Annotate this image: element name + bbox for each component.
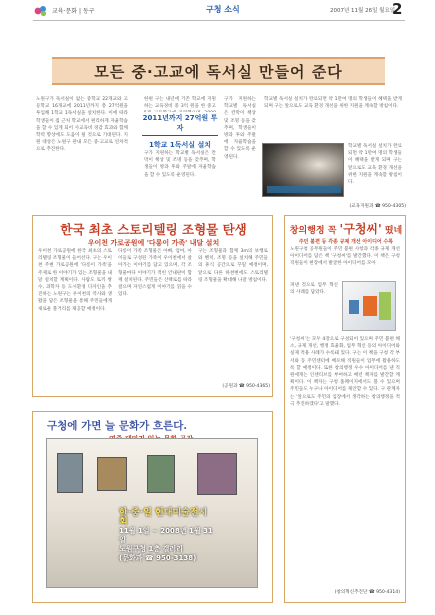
article1-col2: 한편 구는 내년에 기존 학교에 지원하는 교육경비 중 3억 원을 한 중고 <box>144 97 216 110</box>
painting-frame <box>147 455 175 493</box>
article3-title-suffix: 떴네 <box>384 226 403 236</box>
exhibit-title: 한·중·일 현대미술전시회 <box>119 508 208 527</box>
article2-contact: (공원과 ☎ 950-4365) <box>222 384 270 389</box>
article2-col1: 우이천 가로공원에 한국 최초의 스토리텔링 조형물이 들어선다. 구는 우이천 주변 가로공원에 '다롱이 가족'을 주제로 한 이야기가 있는 조형물을 내달 설치할 계획이다. 사람도 토끼 쌍수, 과학자 등 도시환경 디자인을 추진하는 노원구는 우이천의 역사와 생활을 담은 조형물을 통해 주민들에게 새로운 볼거리를 제공할 예정이다. <box>38 249 112 312</box>
article4-title: 구청에 가면 늘 문화가 흐른다. <box>47 420 187 432</box>
exhibit-date: 11월 1일 ~ 2008년 1월 31일 <box>119 527 213 544</box>
exhibit-contact: (문화과 ☎ 950-3138) <box>119 554 197 562</box>
section-label: 교육·문화 | 동구 <box>52 8 95 15</box>
article1-headline: 모든 중·고교에 독서실 만들어 준다 <box>94 62 343 81</box>
exhibit-label <box>119 509 215 569</box>
article3-col-side: 펴낸 것으로 업무 혁신의 사례를 담았다. <box>290 283 338 296</box>
page-header <box>0 0 435 22</box>
article3-title <box>285 220 407 237</box>
article1-photo <box>262 143 344 197</box>
article3-contact: (창의혁신추진단 ☎ 950-4314) <box>334 590 400 595</box>
article2-subtitle: 우이천 가로공원에 '다롱이 가족' 내달 설치 <box>87 239 220 247</box>
article1-col3: 구가 지원하는 학교별 독서실은 칸막이 책상 및 조명 등을 갖추며, 학생들이 방과 후와 주말에 자율학습을 할 수 있도록 운영된다. <box>144 151 216 178</box>
article2-col3: 구는 조형물과 함께 3m의 보행로와 벤치, 조명 등을 설치해 주민들의 휴식 공간으로 꾸밀 예정이며, 앞으로 다른 하천변에도 스토리텔링 조형물을 확대해 나갈 방침이다. <box>198 249 268 283</box>
nowon-logo-icon <box>34 5 48 17</box>
article1-col3b: 구가 지원하는 학교별 독서실은 칸막이 책상 및 조명 등을 갖추며, 학생들이 방과 후와 주말에 자율학습을 할 수 있도록 운영된다. <box>224 97 256 160</box>
article3-col-top: 노원구청 공무원들이 주민 불편 사항과 각종 규제 개선 아이디어를 담은 책 '구청씨'를 발간했다. 이 책은 구청 직원들이 현장에서 발굴한 아이디어를 모아 <box>290 247 400 267</box>
issue-date: 2007년 11월 26일 월요일 <box>330 8 396 14</box>
article1-contact: (교육지원과 ☎ 950-4305) <box>349 204 406 209</box>
article3-title-main: '구청씨' <box>339 222 382 236</box>
article3-title-prefix: 창의행정 꼭 <box>289 226 337 236</box>
article1-highlight <box>142 113 218 149</box>
book-shape <box>349 300 359 314</box>
photo-caption-bar <box>267 186 341 193</box>
painting-frame <box>197 453 237 495</box>
category-title: 구청 소식 <box>206 5 240 14</box>
article2-col2: 다롱이 가족 조형물은 아빠, 엄마, 아이들로 구성된 가족이 우이천에서 살아가는 이야기를 담고 있으며, 각 조형물마다 이야기가 적힌 안내판이 함께 설치된다. 주민들은 산책로를 따라 걸으며 자연스럽게 이야기를 읽을 수 있다. <box>118 249 192 298</box>
article1-col5: 학교별 독서실 설치가 완료되면 약 1만여 명의 학생들이 혜택을 받게 되며 구는 앞으로도 교육 환경 개선을 위한 지원을 계속할 방침이다. <box>348 144 402 186</box>
header-rule <box>33 20 405 21</box>
exhibit-place: 노원구청 1층 갤러리 <box>119 545 183 553</box>
article1-headline-banner <box>52 57 385 85</box>
gallery-photo <box>46 438 258 588</box>
book-shape <box>379 292 391 320</box>
highlight-line1: 2011년까지 27억원 투자 <box>142 113 218 136</box>
article3-book-photo <box>342 281 396 331</box>
article3-col-main: '구청씨'는 모두 4장으로 구성되어 있으며 주민 불편 해소, 규제 개선, 행정 효율화, 업무 혁신 등의 아이디어와 실제 적용 사례가 수록돼 있다. 구는 이 책을 구청 각 부서와 동 주민센터에 배포해 직원들이 업무에 활용하도록 할 예정이다. 또한 창의행정 우수 아이디어를 낸 직원에게는 인센티브를 부여하고 매년 책자를 발간할 계획이다. 이 책자는 구청 홈페이지에서도 볼 수 있으며 주민들도 누구나 아이디어를 제안할 수 있다. 구 관계자는 '앞으로도 주민의 입장에서 생각하는 창의행정을 적극 추진하겠다'고 말했다. <box>290 337 400 407</box>
article3-subtitle: 주민 불편 등 각종 규제 개선 아이디어 수록 <box>298 239 394 245</box>
highlight-line2: 1학교 1독서실 설치 <box>149 141 211 149</box>
painting-frame <box>57 453 83 493</box>
page-number: 2 <box>392 0 403 18</box>
article1-col4: 학교별 독서실 설치가 완료되면 약 1만여 명의 학생들이 혜택을 받게 되며 구는 앞으로도 교육 환경 개선을 위한 지원을 계속할 방침이다. <box>264 97 402 110</box>
article1-col1: 노원구가 독서실이 없는 중학교 22개교와 고등학교 16개교에 2011년까지 총 27억원을 투입해 1학교 1독서실을 설치한다. 이에 따라 학생들이 집 근처 학교에서 편리하게 자율학습을 할 수 있게 되어 사교육비 경감 효과와 함께 학력 향상에도 도움이 될 것으로 기대된다. 지원 대상은 노원구 관내 모든 중·고교로 연차적으로 추진한다. <box>36 97 128 153</box>
book-shape <box>363 296 377 316</box>
painting-frame <box>97 457 127 491</box>
article2-title: 한국 최초 스토리텔링 조형물 탄생 <box>60 222 247 237</box>
